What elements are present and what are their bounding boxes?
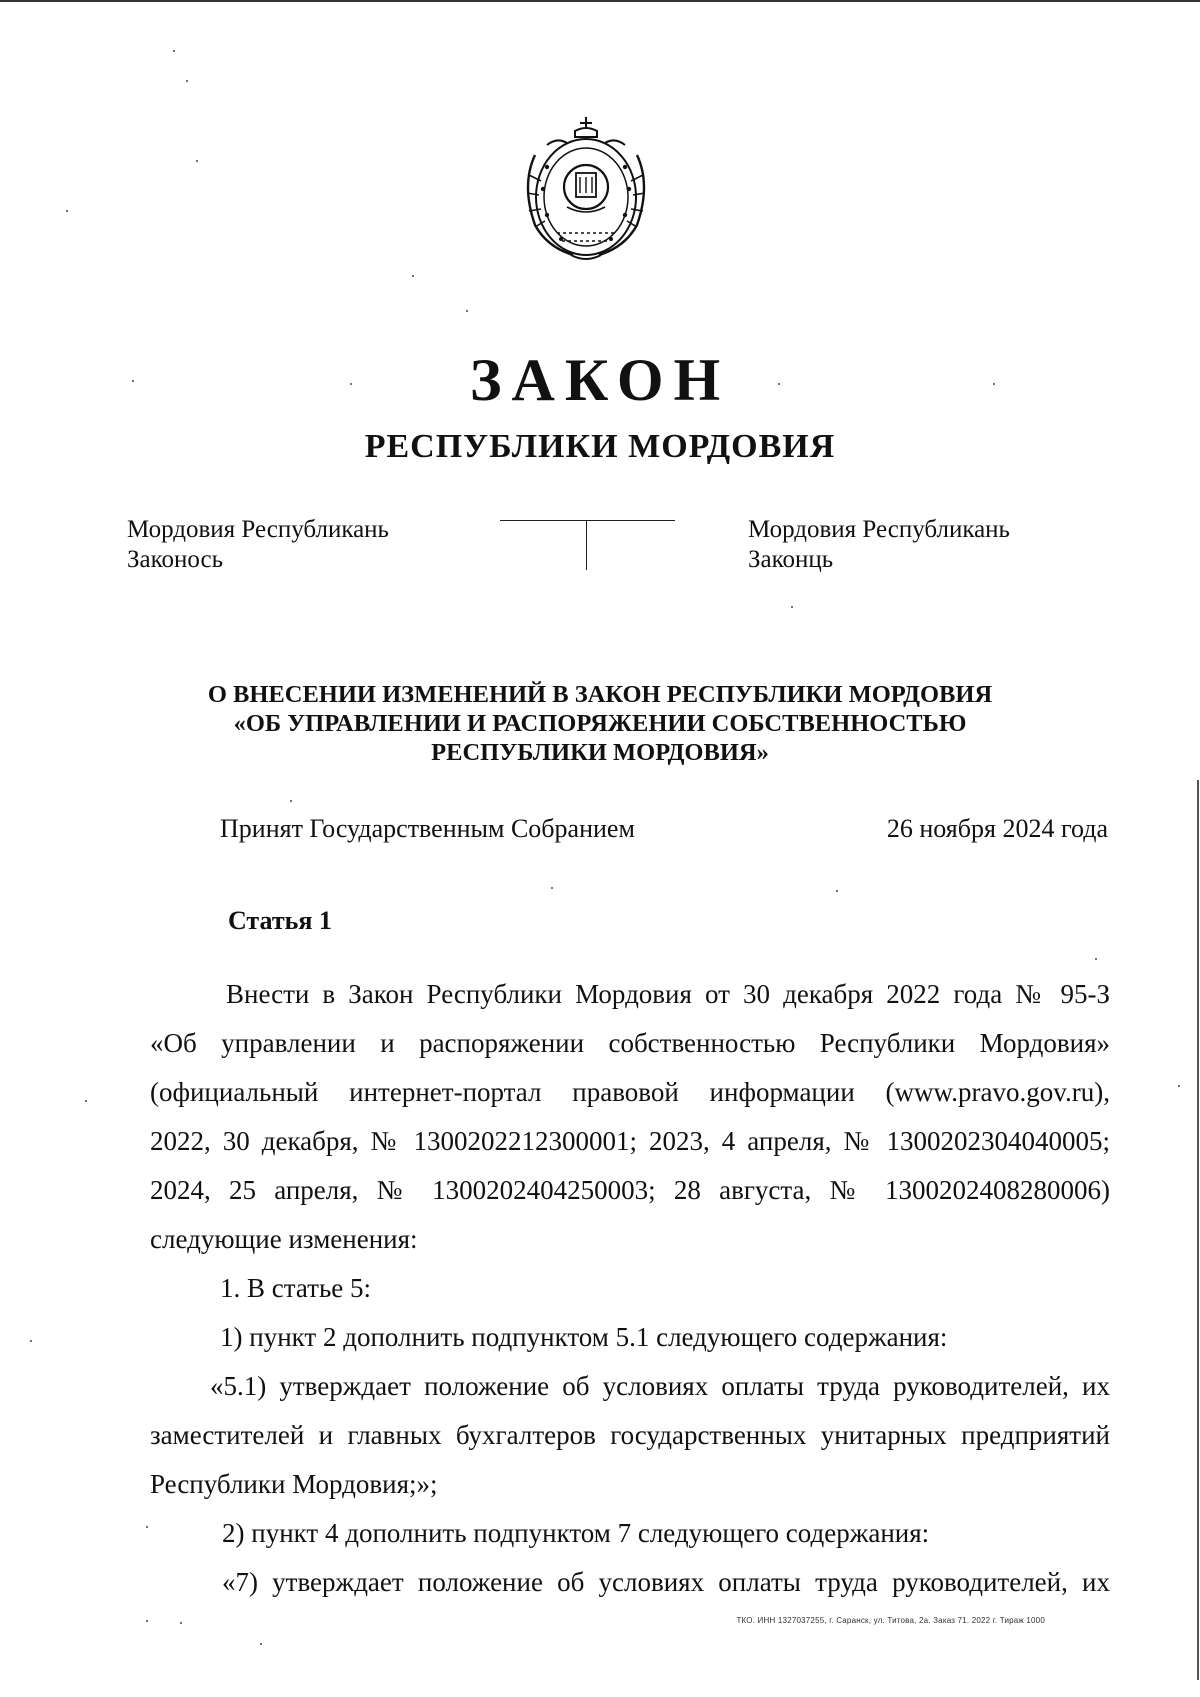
scan-speck <box>350 383 352 385</box>
law-title: ЗАКОН <box>469 347 731 413</box>
scan-speck <box>1178 1085 1180 1087</box>
scan-speck <box>836 890 838 892</box>
law-heading-line1: О ВНЕСЕНИИ ИЗМЕНЕНИЙ В ЗАКОН РЕСПУБЛИКИ МОРДОВИЯ <box>207 681 993 708</box>
scan-speck <box>993 383 995 385</box>
scan-speck <box>180 1622 182 1624</box>
scan-speck <box>146 1620 148 1622</box>
law-heading <box>150 680 1050 767</box>
scan-speck <box>186 80 188 82</box>
scan-speck <box>466 310 468 312</box>
print-imprint: ТКО. ИНН 1327037255, г. Саранск, ул. Титова, 2а. Заказ 71. 2022 г. Тираж 1000 <box>736 1616 1045 1625</box>
body-line: 2) пункт 4 дополнить подпунктом 7 следующего содержания: <box>222 1518 930 1548</box>
body-line: «7) утверждает положение об условиях оплаты труда руководителей, их <box>222 1567 1110 1597</box>
mordovian-title-right-line1: Мордовия Республикань <box>748 516 1010 543</box>
adoption-label: Принят Государственным Собранием <box>220 814 635 843</box>
body-line: следующие изменения: <box>150 1224 418 1254</box>
coat-of-arms-icon <box>517 115 655 265</box>
scan-speck <box>791 606 793 608</box>
body-line: 1) пункт 2 дополнить подпунктом 5.1 следующего содержания: <box>220 1322 948 1352</box>
mordovian-title-left-line1: Мордовия Республикань <box>127 516 389 543</box>
law-subtitle: РЕСПУБЛИКИ МОРДОВИЯ <box>364 428 836 465</box>
mordovian-title-right-line2: Законць <box>748 546 834 573</box>
registration-mark-vertical <box>586 520 587 570</box>
scan-right-edge <box>1197 780 1199 1680</box>
body-line: (официальный интернет-портал правовой информации (www.pravo.gov.ru), <box>150 1077 1110 1107</box>
scan-speck <box>132 380 134 382</box>
law-heading-line3: РЕСПУБЛИКИ МОРДОВИЯ» <box>431 739 769 766</box>
mordovian-title-right <box>748 515 1010 575</box>
body-line: заместителей и главных бухгалтеров государственных унитарных предприятий <box>150 1420 1110 1450</box>
scan-speck <box>66 210 68 212</box>
scan-speck <box>1095 958 1097 960</box>
article-title: Статья 1 <box>228 906 332 935</box>
body-line: «5.1) утверждает положение об условиях оплаты труда руководителей, их <box>210 1371 1110 1401</box>
scan-speck <box>412 275 414 277</box>
body-line: 1. В статье 5: <box>220 1273 372 1303</box>
scan-speck <box>778 383 780 385</box>
scan-speck <box>85 1100 87 1102</box>
law-heading-line2: «ОБ УПРАВЛЕНИИ И РАСПОРЯЖЕНИИ СОБСТВЕННОСТЬЮ <box>233 710 967 737</box>
scan-speck <box>290 800 292 802</box>
scan-speck <box>30 1340 32 1342</box>
body-line: «Об управлении и распоряжении собственностью Республики Мордовия» <box>150 1028 1110 1058</box>
adoption-date: 26 ноября 2024 года <box>886 814 1108 843</box>
body-line: 2022, 30 декабря, № 1300202212300001; 2023, 4 апреля, № 1300202304040005; <box>150 1126 1110 1156</box>
body-line: Республики Мордовия;»; <box>150 1469 438 1499</box>
mordovian-title-left <box>127 515 389 575</box>
scan-speck <box>551 887 553 889</box>
body-line: Внести в Закон Республики Мордовия от 30 декабря 2022 года № 95-З <box>226 979 1110 1009</box>
mordovian-title-left-line2: Законось <box>127 546 223 573</box>
scan-speck <box>146 1526 148 1528</box>
registration-mark-horizontal <box>500 520 675 521</box>
body-line: 2024, 25 апреля, № 1300202404250003; 28 августа, № 1300202408280006) <box>150 1175 1110 1205</box>
article-body <box>150 970 1110 1607</box>
scan-speck <box>173 50 175 52</box>
scan-speck <box>260 1643 262 1645</box>
scan-top-edge <box>0 0 1200 2</box>
scan-speck <box>196 160 198 162</box>
